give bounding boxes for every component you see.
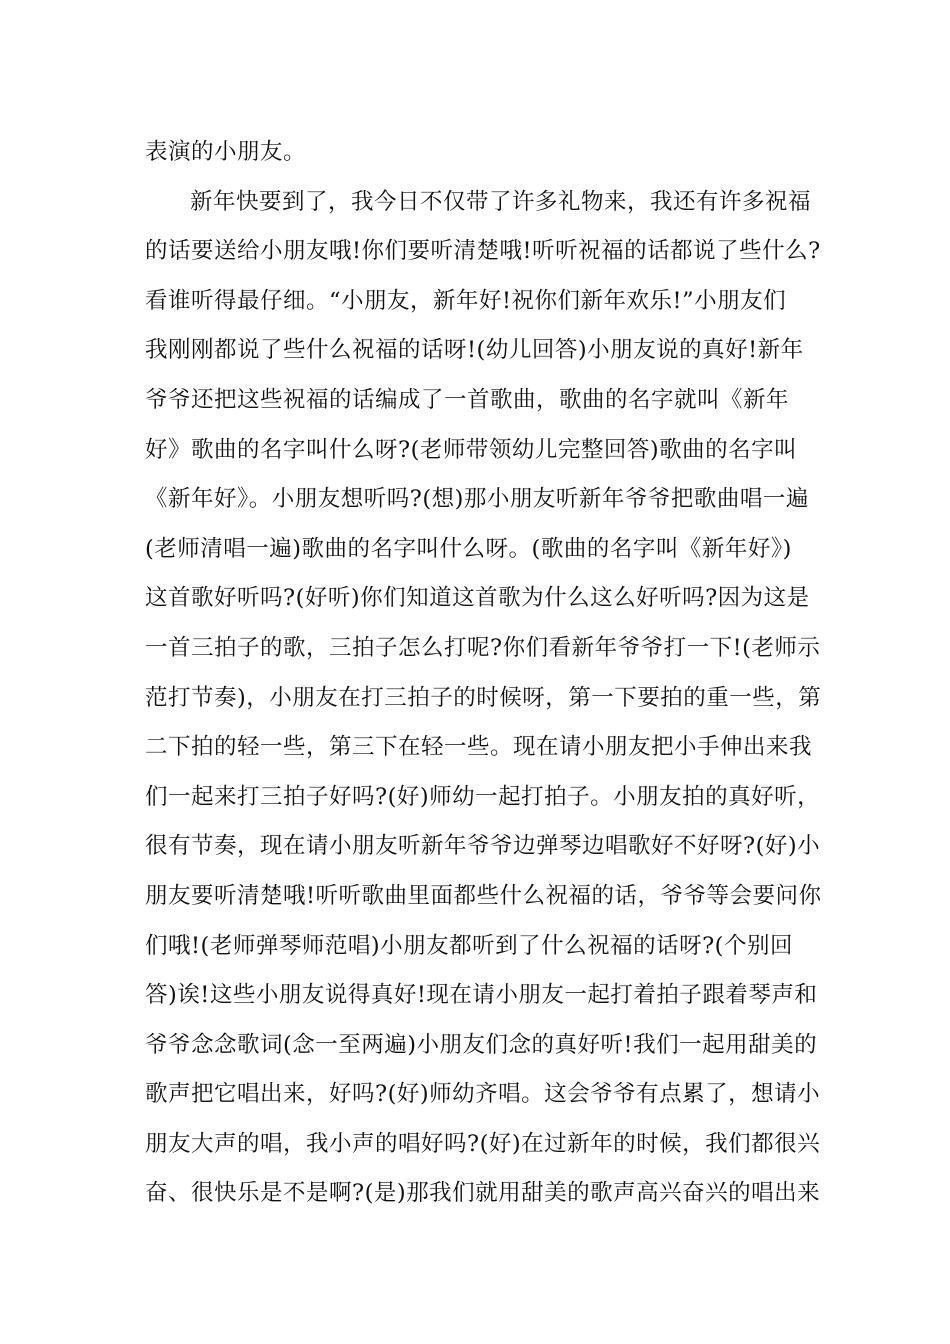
text-line: 范打节奏)，小朋友在打三拍子的时候呀，第一下要拍的重一些，第 xyxy=(145,684,822,711)
text-line: 们一起来打三拍子好吗?(好)师幼一起打拍子。小朋友拍的真好听， xyxy=(145,783,821,810)
text-line: (老师清唱一遍)歌曲的名字叫什么呀。(歌曲的名字叫《新年好》) xyxy=(145,535,792,562)
text-line: 答)诶!这些小朋友说得真好!现在请小朋友一起打着拍子跟着琴声和 xyxy=(145,982,818,1009)
text-line: 二下拍的轻一些，第三下在轻一些。现在请小朋友把小手伸出来我 xyxy=(145,734,813,761)
text-line: 爷爷念念歌词(念一至两遍)小朋友们念的真好听!我们一起用甜美的 xyxy=(145,1031,818,1058)
text-line: 爷爷还把这些祝福的话编成了一首歌曲，歌曲的名字就叫《新年 xyxy=(145,386,790,413)
text-line: 歌声把它唱出来，好吗?(好)师幼齐唱。这会爷爷有点累了，想请小 xyxy=(145,1081,821,1108)
text-line: 朋友大声的唱，我小声的唱好吗?(好)在过新年的时候，我们都很兴 xyxy=(145,1130,821,1157)
text-line: 很有节奏，现在请小朋友听新年爷爷边弹琴边唱歌好不好呀?(好)小 xyxy=(145,833,821,860)
text-line: 的话要送给小朋友哦!你们要听清楚哦!听听祝福的话都说了些什么? xyxy=(145,238,821,265)
text-line: 这首歌好听吗?(好听)你们知道这首歌为什么这么好听吗?因为这是 xyxy=(145,585,810,612)
text-line: 好》歌曲的名字叫什么呀?(老师带领幼儿完整回答)歌曲的名字叫 xyxy=(145,436,798,463)
text-line: 表演的小朋友。 xyxy=(145,139,307,165)
text-line: 看谁听得最仔细。“小朋友，新年好!祝你们新年欢乐!”小朋友们 xyxy=(145,287,787,314)
text-line: 朋友要听清楚哦!听听歌曲里面都些什么祝福的话，爷爷等会要问你 xyxy=(145,882,822,909)
text-line: 一首三拍子的歌，三拍子怎么打呢?你们看新年爷爷打一下!(老师示 xyxy=(145,634,821,661)
text-line: 《新年好》。小朋友想听吗?(想)那小朋友听新年爷爷把歌曲唱一遍 xyxy=(145,486,809,513)
text-line: 我刚刚都说了些什么祝福的话呀!(幼儿回答)小朋友说的真好!新年 xyxy=(145,337,804,364)
text-line: 们哦!(老师弹琴师范唱)小朋友都听到了什么祝福的话呀?(个别回 xyxy=(145,932,793,959)
paragraph-first-line: 新年快要到了，我今日不仅带了许多礼物来，我还有许多祝福 xyxy=(190,188,812,215)
text-line: 奋、很快乐是不是啊?(是)那我们就用甜美的歌声高兴奋兴的唱出来 xyxy=(145,1180,821,1207)
body-text xyxy=(145,128,822,1219)
